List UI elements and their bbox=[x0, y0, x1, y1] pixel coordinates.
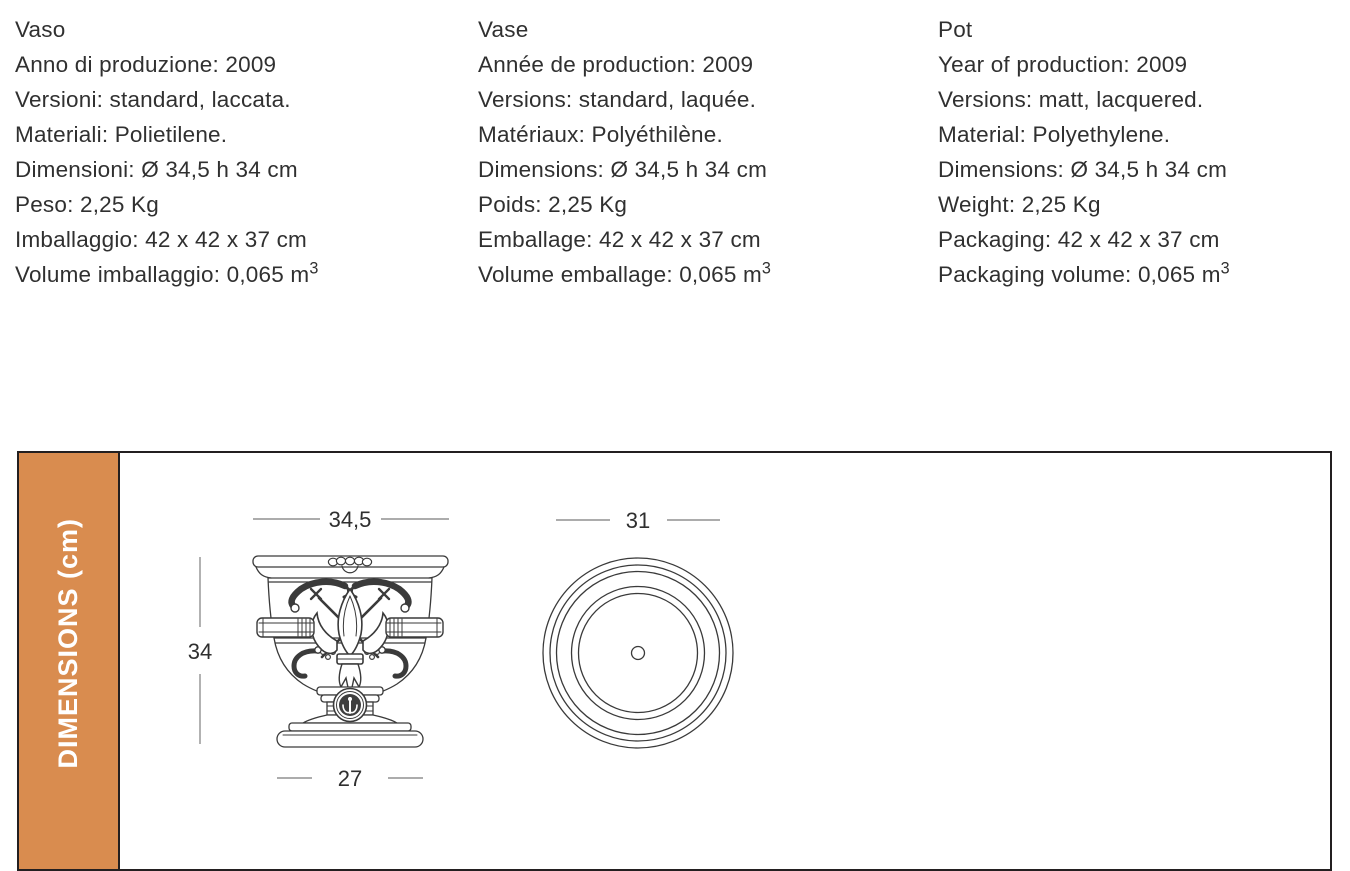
product-title-fr: Vase bbox=[478, 17, 529, 42]
spec-line: Year of production: 2009 bbox=[938, 52, 1188, 77]
pedestal-medallion bbox=[334, 689, 367, 722]
spec-line: Poids: 2,25 Kg bbox=[478, 192, 628, 217]
rim-garland-ornament bbox=[328, 557, 371, 573]
dimensions-sidebar-label: DIMENSIONS (cm) bbox=[53, 517, 83, 769]
spec-line-volume bbox=[478, 257, 918, 292]
volume-text: Volume emballage: 0,065 m bbox=[478, 262, 762, 287]
spec-line: Dimensions: Ø 34,5 h 34 cm bbox=[478, 157, 768, 182]
drain-hole bbox=[632, 647, 645, 660]
dimension-label-top-width: 34,5 bbox=[328, 507, 372, 532]
spec-line: Versions: standard, laquée. bbox=[478, 87, 757, 112]
spec-line: Material: Polyethylene. bbox=[938, 122, 1171, 147]
dimension-label-base-width: 27 bbox=[337, 766, 363, 791]
spec-line: Dimensioni: Ø 34,5 h 34 cm bbox=[15, 157, 298, 182]
spec-line-volume bbox=[938, 257, 1350, 292]
spec-column-italian bbox=[15, 12, 455, 292]
spec-column-english bbox=[938, 12, 1350, 292]
spec-line: Weight: 2,25 Kg bbox=[938, 192, 1101, 217]
dimensions-sidebar bbox=[19, 453, 120, 869]
dimension-label-height: 34 bbox=[187, 639, 213, 664]
dimension-label-diameter: 31 bbox=[625, 508, 651, 533]
spec-line: Imballaggio: 42 x 42 x 37 cm bbox=[15, 227, 308, 252]
spec-line: Materiali: Polietilene. bbox=[15, 122, 228, 147]
volume-superscript: 3 bbox=[309, 259, 319, 278]
volume-superscript: 3 bbox=[1220, 259, 1230, 278]
spec-line: Anno di produzione: 2009 bbox=[15, 52, 277, 77]
spec-line: Matériaux: Polyéthilène. bbox=[478, 122, 723, 147]
spec-line: Année de production: 2009 bbox=[478, 52, 754, 77]
product-title-it: Vaso bbox=[15, 17, 66, 42]
technical-drawing bbox=[120, 453, 1330, 836]
volume-text: Packaging volume: 0,065 m bbox=[938, 262, 1221, 287]
spec-line: Versioni: standard, laccata. bbox=[15, 87, 291, 112]
vase-front-view bbox=[253, 556, 448, 747]
spec-column-french bbox=[478, 12, 918, 292]
spec-line: Dimensions: Ø 34,5 h 34 cm bbox=[938, 157, 1228, 182]
spec-line: Packaging: 42 x 42 x 37 cm bbox=[938, 227, 1220, 252]
vase-top-view bbox=[543, 558, 733, 748]
spec-line-volume bbox=[15, 257, 455, 292]
product-title-en: Pot bbox=[938, 17, 973, 42]
dimensions-panel bbox=[17, 451, 1332, 871]
volume-text: Volume imballaggio: 0,065 m bbox=[15, 262, 310, 287]
spec-line: Versions: matt, lacquered. bbox=[938, 87, 1204, 112]
spec-line: Emballage: 42 x 42 x 37 cm bbox=[478, 227, 761, 252]
volume-superscript: 3 bbox=[761, 259, 772, 278]
spec-line: Peso: 2,25 Kg bbox=[15, 192, 159, 217]
